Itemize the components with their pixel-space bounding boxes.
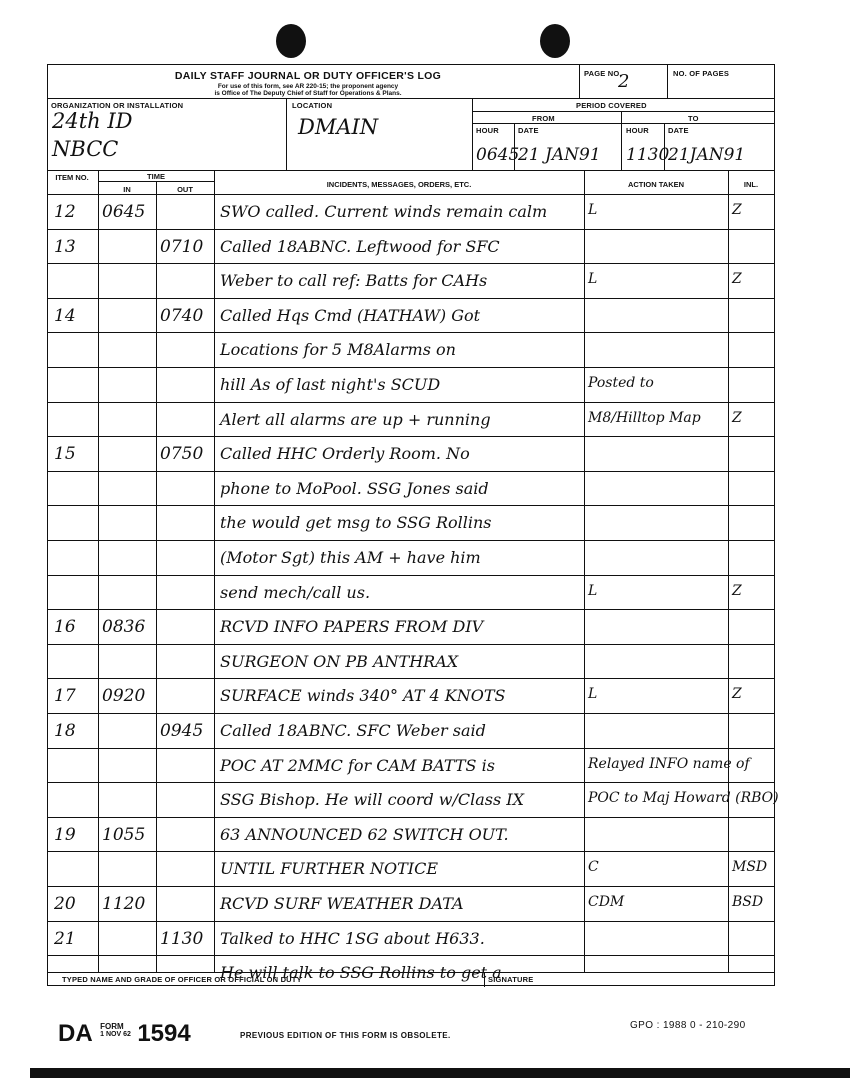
to-hour-label: HOUR xyxy=(626,126,649,135)
row-incident-text[interactable]: He will talk to SSG Rollins to get a xyxy=(220,963,502,983)
row-incident-text[interactable]: Called HHC Orderly Room. No xyxy=(220,444,470,464)
row-time-out[interactable]: 1130 xyxy=(160,928,204,949)
log-row xyxy=(48,505,774,540)
row-action-taken[interactable]: Relayed INFO name of xyxy=(588,755,750,772)
col-out: OUT xyxy=(177,185,193,194)
log-row xyxy=(48,471,774,506)
row-item-no[interactable]: 12 xyxy=(54,202,76,222)
page-no-label: PAGE NO. xyxy=(584,69,622,78)
log-row xyxy=(48,436,774,471)
row-incident-text[interactable]: the would get msg to SSG Rollins xyxy=(220,513,492,533)
row-action-taken[interactable]: L xyxy=(588,582,598,599)
row-incident-text[interactable]: Weber to call ref: Batts for CAHs xyxy=(220,271,488,291)
row-incident-text[interactable]: RCVD INFO PAPERS FROM DIV xyxy=(220,617,484,637)
col-initials: INL. xyxy=(743,180,759,189)
row-incident-text[interactable]: send mech/call us. xyxy=(220,582,371,602)
form-number xyxy=(58,1020,191,1050)
org-label: ORGANIZATION OR INSTALLATION xyxy=(51,101,184,110)
log-row xyxy=(48,367,774,402)
col-incidents: INCIDENTS, MESSAGES, ORDERS, ETC. xyxy=(326,180,472,189)
to-date-label: DATE xyxy=(668,126,689,135)
page-no-value[interactable]: 2 xyxy=(618,71,630,92)
location-value[interactable]: DMAIN xyxy=(298,115,379,139)
punch-hole-left xyxy=(276,24,306,58)
log-row xyxy=(48,609,774,644)
row-incident-text[interactable]: 63 ANNOUNCED 62 SWITCH OUT. xyxy=(220,824,509,844)
row-action-taken[interactable]: POC to Maj Howard (RBO) xyxy=(588,790,779,807)
row-action-taken[interactable]: M8/Hilltop Map xyxy=(588,409,701,426)
log-row xyxy=(48,298,774,333)
row-incident-text[interactable]: Called Hqs Cmd (HATHAW) Got xyxy=(220,305,481,325)
punch-hole-right xyxy=(540,24,570,58)
form-subtitle-2: is Office of The Deputy Chief of Staff for Operations & Plans. xyxy=(214,90,402,97)
row-initials[interactable]: Z xyxy=(732,582,742,599)
log-row xyxy=(48,748,774,783)
log-row xyxy=(48,194,774,229)
row-item-no[interactable]: 15 xyxy=(54,444,76,465)
form-word: FORM xyxy=(100,1022,124,1031)
log-row xyxy=(48,575,774,610)
row-incident-text[interactable]: POC AT 2MMC for CAM BATTS is xyxy=(220,755,495,775)
form-num: 1594 xyxy=(137,1020,191,1047)
row-time-out[interactable]: 0740 xyxy=(160,305,204,326)
row-incident-text[interactable]: SURGEON ON PB ANTHRAX xyxy=(220,651,459,671)
row-incident-text[interactable]: Alert all alarms are up + running xyxy=(220,409,491,429)
from-hour-value[interactable]: 0645 xyxy=(476,145,520,165)
row-initials[interactable]: Z xyxy=(732,409,742,426)
row-incident-text[interactable]: Called 18ABNC. SFC Weber said xyxy=(220,721,486,740)
row-incident-text[interactable]: phone to MoPool. SSG Jones said xyxy=(220,478,489,498)
row-action-taken[interactable]: Posted to xyxy=(588,375,654,391)
from-hour-label: HOUR xyxy=(476,126,499,135)
row-item-no[interactable]: 19 xyxy=(54,824,76,845)
row-item-no[interactable]: 13 xyxy=(54,236,76,257)
row-initials[interactable]: MSD xyxy=(732,859,768,876)
col-item-no: ITEM NO. xyxy=(55,173,89,182)
row-incident-text[interactable]: SWO called. Current winds remain calm xyxy=(220,202,548,221)
to-label: TO xyxy=(688,114,699,123)
previous-edition-note: PREVIOUS EDITION OF THIS FORM IS OBSOLETE. xyxy=(240,1031,451,1040)
location-label: LOCATION xyxy=(292,101,333,110)
log-row xyxy=(48,644,774,679)
typed-name-label: TYPED NAME AND GRADE OF OFFICER OR OFFICIAL ON DUTY xyxy=(62,975,302,984)
row-time-in[interactable]: 0836 xyxy=(102,617,146,638)
log-row xyxy=(48,782,779,817)
row-action-taken[interactable]: L xyxy=(588,686,598,703)
row-incident-text[interactable]: Talked to HHC 1SG about H633. xyxy=(220,928,485,948)
form-subtitle-1: For use of this form, see AR 220-15; the proponent agency xyxy=(217,83,399,90)
row-action-taken[interactable]: C xyxy=(588,859,599,876)
row-incident-text[interactable]: Locations for 5 M8Alarms on xyxy=(220,340,456,360)
row-time-in[interactable]: 1055 xyxy=(102,824,146,845)
log-row xyxy=(48,851,774,886)
row-time-in[interactable]: 0645 xyxy=(102,202,146,222)
col-action: ACTION TAKEN xyxy=(627,180,685,189)
row-time-out[interactable]: 0945 xyxy=(160,721,204,741)
row-item-no[interactable]: 18 xyxy=(54,721,76,741)
from-date-value[interactable]: 21 JAN91 xyxy=(518,145,601,165)
row-incident-text[interactable]: UNTIL FURTHER NOTICE xyxy=(220,859,439,879)
row-item-no[interactable]: 14 xyxy=(54,305,76,326)
row-item-no[interactable]: 21 xyxy=(54,928,76,949)
form-title: DAILY STAFF JOURNAL OR DUTY OFFICER'S LOG xyxy=(174,70,442,82)
log-row xyxy=(48,886,774,921)
scan-edge-bar xyxy=(30,1068,850,1078)
col-time: TIME xyxy=(147,172,165,181)
form-date: 1 NOV 62 xyxy=(100,1031,131,1038)
row-item-no[interactable]: 20 xyxy=(54,894,76,914)
period-label: PERIOD COVERED xyxy=(576,101,647,110)
log-row xyxy=(48,229,774,264)
row-initials[interactable]: Z xyxy=(732,686,742,703)
log-row xyxy=(48,332,774,367)
staff-journal-form xyxy=(47,64,779,986)
from-date-label: DATE xyxy=(518,126,539,135)
row-incident-text[interactable]: SSG Bishop. He will coord w/Class IX xyxy=(220,790,524,810)
log-row xyxy=(48,263,774,298)
to-date-value[interactable]: 21JAN91 xyxy=(668,145,746,165)
log-row xyxy=(48,678,774,713)
row-initials[interactable]: Z xyxy=(732,202,742,218)
row-incident-text[interactable]: Called 18ABNC. Leftwood for SFC xyxy=(220,236,500,256)
to-hour-value[interactable]: 1130 xyxy=(626,145,670,165)
row-action-taken[interactable]: L xyxy=(588,202,598,218)
row-time-in[interactable]: 1120 xyxy=(102,894,146,914)
col-in: IN xyxy=(123,185,131,194)
row-incident-text[interactable]: RCVD SURF WEATHER DATA xyxy=(220,894,464,913)
row-action-taken[interactable]: CDM xyxy=(588,894,625,910)
row-time-in[interactable]: 0920 xyxy=(102,686,146,707)
row-action-taken[interactable]: L xyxy=(588,271,598,288)
log-row xyxy=(48,713,774,748)
log-row xyxy=(48,921,774,956)
log-row xyxy=(48,817,774,852)
form-da: DA xyxy=(58,1020,93,1047)
row-initials[interactable]: Z xyxy=(732,271,742,288)
row-item-no[interactable]: 16 xyxy=(54,617,76,638)
row-incident-text[interactable]: (Motor Sgt) this AM + have him xyxy=(220,548,481,567)
row-incident-text[interactable]: SURFACE winds 340° AT 4 KNOTS xyxy=(220,686,506,706)
no-of-pages-label: NO. OF PAGES xyxy=(673,69,730,78)
row-initials[interactable]: BSD xyxy=(732,894,764,910)
row-item-no[interactable]: 17 xyxy=(54,686,76,707)
signature-label: SIGNATURE xyxy=(488,975,534,984)
log-row xyxy=(48,402,774,437)
row-incident-text[interactable]: hill As of last night's SCUD xyxy=(220,375,441,394)
org-value-line1[interactable]: 24th ID xyxy=(52,109,133,133)
org-value-line2[interactable]: NBCC xyxy=(52,137,119,161)
row-time-out[interactable]: 0750 xyxy=(160,444,204,465)
row-time-out[interactable]: 0710 xyxy=(160,236,204,257)
log-row xyxy=(48,540,774,575)
gpo-number: GPO : 1988 0 - 210-290 xyxy=(630,1020,746,1031)
from-label: FROM xyxy=(532,114,555,123)
